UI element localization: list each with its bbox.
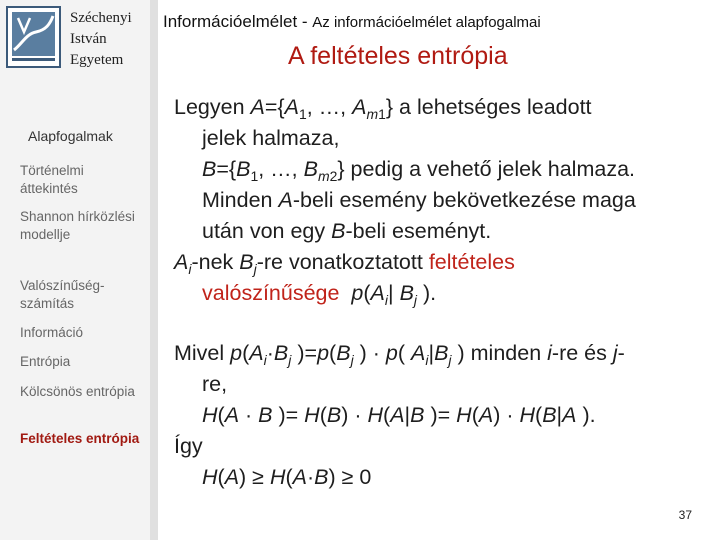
- page-number: 37: [678, 508, 692, 522]
- nav-item-shannon[interactable]: Shannon hírközlési modellje: [20, 209, 135, 242]
- nav-item-entropia[interactable]: Entrópia: [20, 354, 71, 369]
- body-paragraph: jelek halmaza,: [202, 126, 340, 150]
- body-paragraph: Legyen $A=\{A_1$, …, $A_{m1}$} a lehetséges leadott: [174, 95, 592, 122]
- sidebar: [0, 0, 150, 540]
- formula: H(A · B )= H(B) · H(A|B )= H(A) · H(B|A ).: [202, 403, 596, 427]
- university-name-line: Széchenyi: [70, 10, 132, 26]
- presentation-title: [163, 12, 541, 32]
- body-paragraph: Így: [174, 434, 203, 458]
- body-paragraph: valószínűsége $p(A_i|$ $B_j$ ).: [202, 281, 437, 308]
- nav-heading: Alapfogalmak: [28, 128, 113, 144]
- university-name: [70, 8, 132, 71]
- body-paragraph: re,: [202, 372, 228, 396]
- body-paragraph: $A_i$-nek $B_j-re$ vonatkoztatott feltételes: [174, 250, 515, 277]
- body-paragraph: után von egy B-beli eseményt.: [202, 219, 492, 243]
- body-paragraph: $B=\{B_1$, …, $B_{m2}$} pedig a vehető jelek halmaza.: [202, 157, 636, 184]
- university-name-line: Egyetem: [70, 52, 124, 68]
- nav-item-informacio[interactable]: Információ: [20, 325, 84, 340]
- slide-title: A feltételes entrópia: [288, 42, 508, 70]
- body-paragraph: Minden A-beli esemény bekövetkezése maga: [202, 188, 636, 212]
- body-paragraph: Mivel $p(A_i\cdot B_j$ )$=p(B_j$ ) · p( $A_i|B_j$ ) minden i-re és j-: [174, 341, 625, 368]
- nav-item-valoszinuseg[interactable]: Valószínűség-számítás: [20, 278, 105, 311]
- section-title: Az információelmélet alapfogalmai: [312, 14, 541, 31]
- nav-item-kolcsonos[interactable]: Kölcsönös entrópia: [20, 384, 135, 399]
- nav-item-tortenelmi[interactable]: Történelmi áttekintés: [20, 163, 84, 196]
- course-title: Információelmélet -: [163, 12, 313, 31]
- university-name-line: István: [70, 31, 107, 47]
- nav-item-felteteles[interactable]: Feltételes entrópia: [20, 431, 140, 446]
- sidebar-divider: [150, 0, 158, 540]
- formula: H(A) ≥ H(A·B) ≥ 0: [202, 465, 372, 489]
- slide-body: [174, 92, 714, 493]
- szechenyi-crest-icon: [6, 6, 61, 68]
